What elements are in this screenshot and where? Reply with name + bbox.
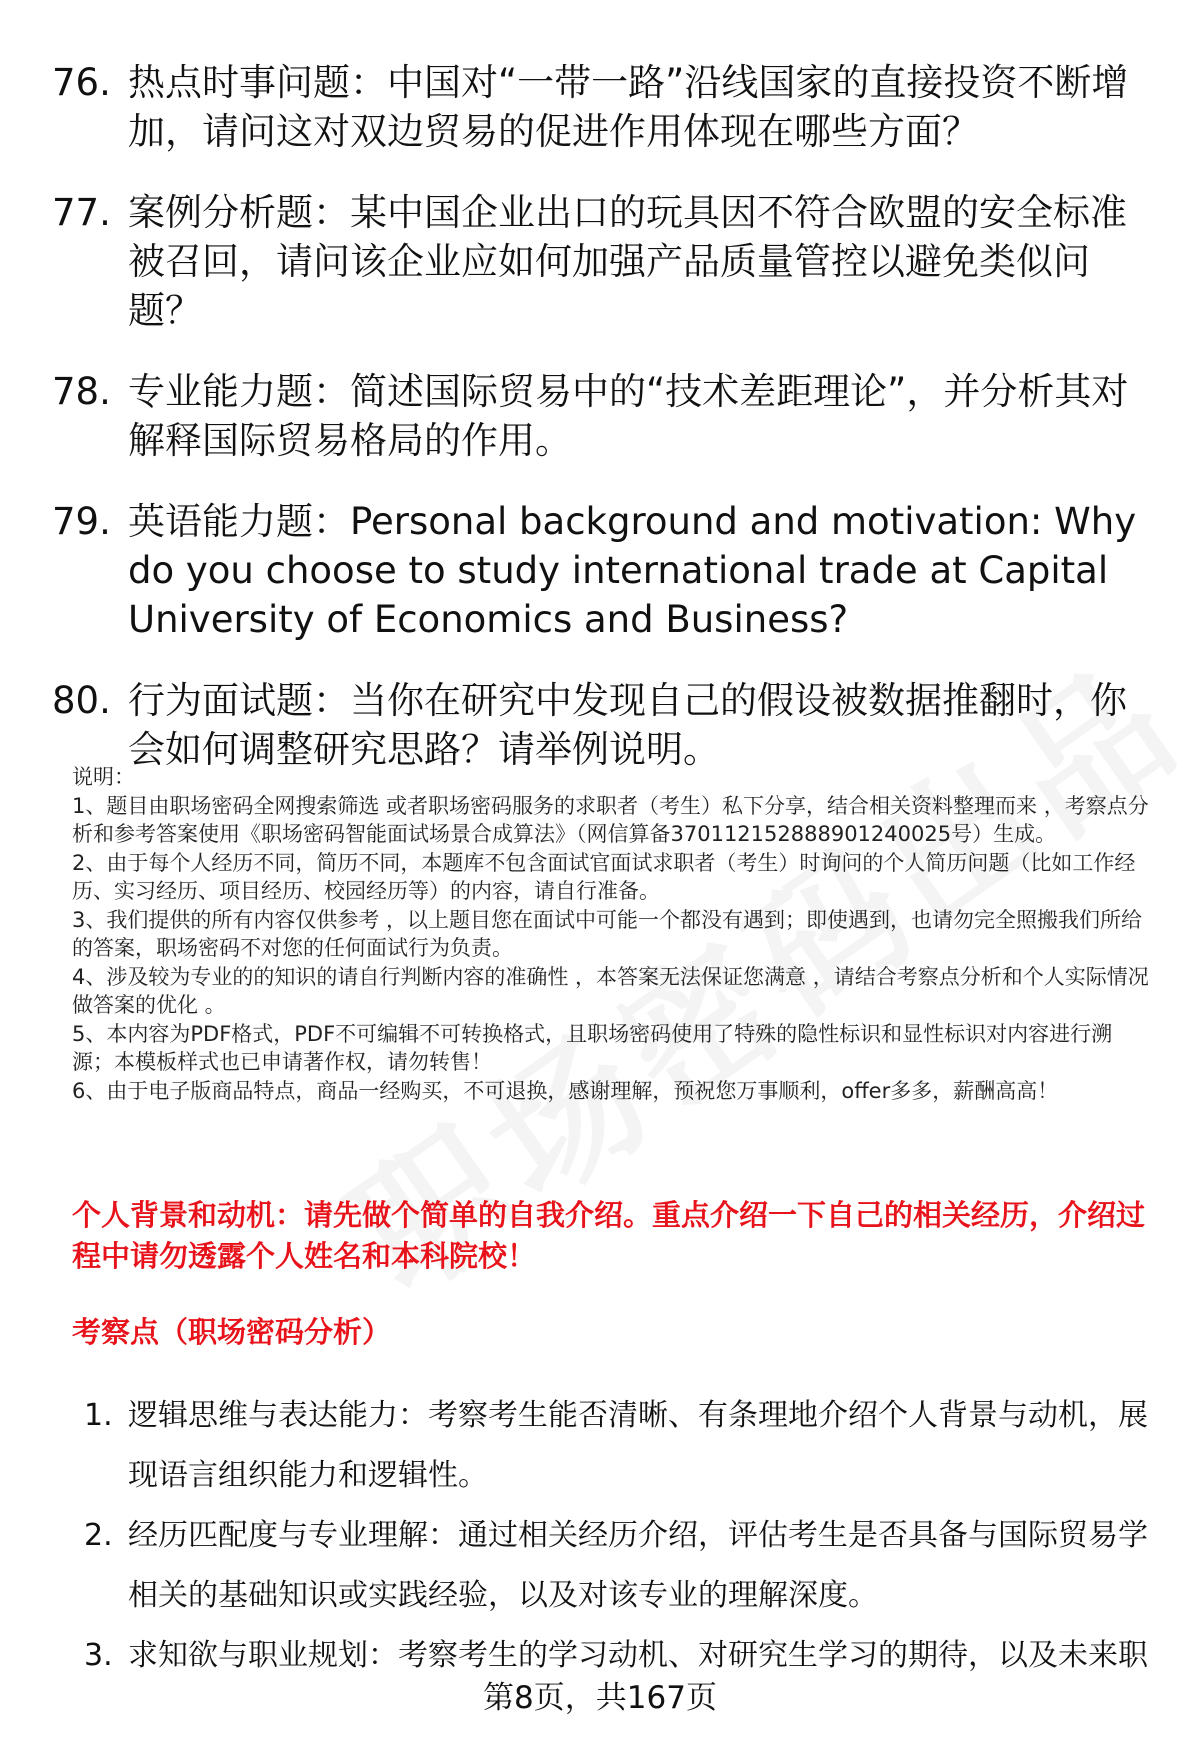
note-item: 4、涉及较为专业的的知识的请自行判断内容的准确性 ，本答案无法保证您满意 ，请结合考察点分析和个人实际情况做答案的优化 。 [72, 964, 1149, 1017]
note-item: 1、题目由职场密码全网搜索筛选 或者职场密码服务的求职者（考生）私下分享，结合相关资料整理而来 ，考察点分析和参考答案使用《职场密码智能面试场景合成算法》（网信算备370112152888901240025号）生成。 [72, 793, 1149, 846]
note-item: 3、我们提供的所有内容仅供参考 ，以上题目您在面试中可能一个都没有遇到；即使遇到，也请勿完全照搬我们所给的答案，职场密码不对您的任何面试行为负责。 [72, 907, 1143, 960]
question-text: 专业能力题：简述国际贸易中的“技术差距理论”，并分析其对解释国际贸易格局的作用。 [128, 370, 1129, 462]
assessment-points [84, 1386, 1154, 1686]
question-item [52, 367, 1142, 465]
point-number: 1. [84, 1398, 113, 1433]
question-number: 76. [52, 61, 111, 104]
section-subheading: 考察点（职场密码分析） [72, 1315, 392, 1349]
question-text: 英语能力题：Personal background and motivation: Why do you choose to study international trade at Capital University of Economics and Business? [128, 500, 1137, 641]
assessment-point [84, 1626, 1154, 1686]
note-item: 2、由于每个人经历不同，简历不同，本题库不包含面试官面试求职者（考生）时询问的个人简历问题（比如工作经历、实习经历、项目经历、校园经历等）的内容，请自行准备。 [72, 850, 1136, 903]
page-footer: 第8页，共167页 [483, 1680, 717, 1716]
question-item [52, 676, 1142, 774]
question-number: 78. [52, 370, 111, 413]
point-number: 3. [84, 1638, 113, 1673]
question-number: 77. [52, 191, 111, 234]
note-item: 6、由于电子版商品特点，商品一经购买，不可退换，感谢理解，预祝您万事顺利，offer多多，薪酬高高！ [72, 1078, 1059, 1103]
assessment-point [84, 1506, 1154, 1626]
question-text: 热点时事问题：中国对“一带一路”沿线国家的直接投资不断增加，请问这对双边贸易的促进作用体现在哪些方面？ [128, 61, 1129, 153]
section-heading: 个人背景和动机：请先做个简单的自我介绍。重点介绍一下自己的相关经历，介绍过程中请勿透露个人姓名和本科院校！ [72, 1198, 1146, 1273]
point-number: 2. [84, 1518, 113, 1553]
notes-title: 说明： [72, 765, 135, 789]
question-item [52, 188, 1142, 335]
question-list [52, 58, 1142, 806]
assessment-point [84, 1386, 1154, 1506]
point-text: 经历匹配度与专业理解：通过相关经历介绍，评估考生是否具备与国际贸易学相关的基础知识或实践经验，以及对该专业的理解深度。 [128, 1518, 1148, 1613]
question-text: 行为面试题：当你在研究中发现自己的假设被数据推翻时，你会如何调整研究思路？请举例说明。 [128, 679, 1127, 771]
disclaimer-notes [72, 763, 1152, 1105]
question-item [52, 58, 1142, 156]
point-text: 逻辑思维与表达能力：考察考生能否清晰、有条理地介绍个人背景与动机，展现语言组织能力和逻辑性。 [128, 1398, 1148, 1493]
question-item [52, 497, 1142, 644]
note-item: 5、本内容为PDF格式，PDF不可编辑不可转换格式，且职场密码使用了特殊的隐性标识和显性标识对内容进行溯源；本模板样式也已申请著作权，请勿转售！ [72, 1021, 1113, 1074]
question-number: 80. [52, 679, 111, 722]
question-number: 79. [52, 500, 111, 543]
point-text: 求知欲与职业规划：考察考生的学习动机、对研究生学习的期待，以及未来职 [128, 1638, 1148, 1673]
question-text: 案例分析题：某中国企业出口的玩具因不符合欧盟的安全标准被召回，请问该企业应如何加强产品质量管控以避免类似问题？ [128, 191, 1127, 332]
